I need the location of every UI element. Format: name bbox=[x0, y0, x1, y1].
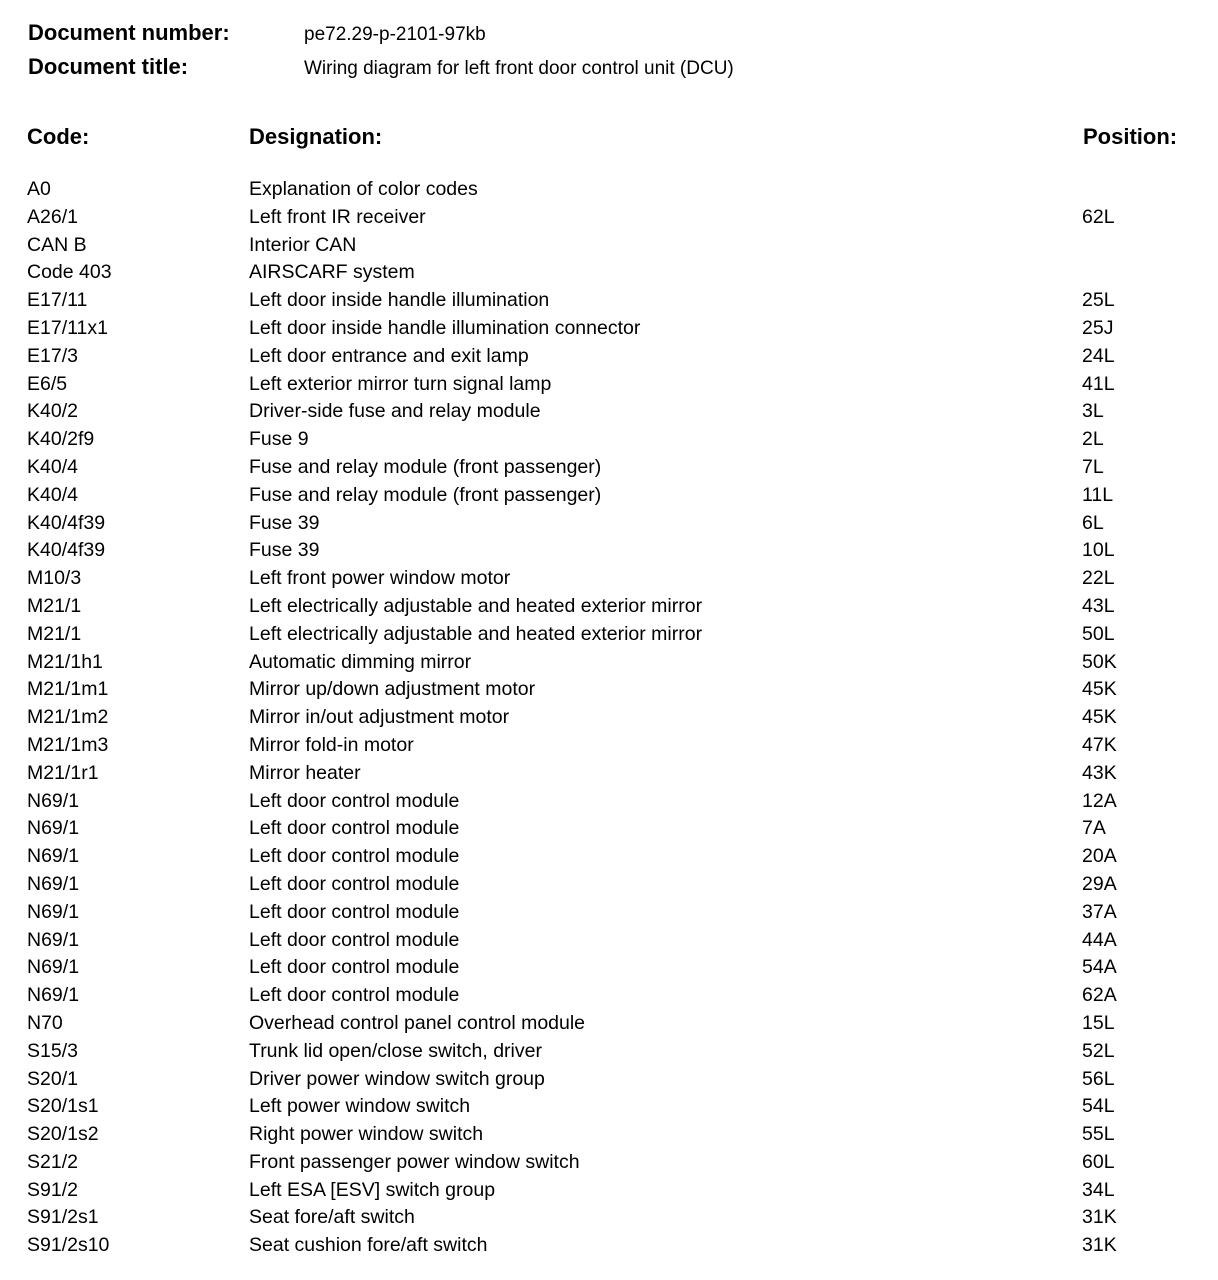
row-position: 34L bbox=[1082, 1178, 1115, 1201]
row-code: S21/2 bbox=[27, 1150, 78, 1173]
row-code: CAN B bbox=[27, 233, 87, 256]
row-code: N69/1 bbox=[27, 789, 80, 812]
row-position: 31K bbox=[1082, 1234, 1117, 1257]
document-number-row bbox=[28, 20, 734, 54]
row-designation: Fuse 39 bbox=[249, 539, 320, 562]
row-code: M21/1m2 bbox=[27, 706, 109, 729]
table-row bbox=[0, 927, 1218, 955]
row-designation: Left door control module bbox=[249, 872, 460, 895]
table-row bbox=[0, 315, 1218, 343]
row-position: 45K bbox=[1082, 706, 1117, 729]
row-code: M21/1m1 bbox=[27, 678, 109, 701]
table-row bbox=[0, 760, 1218, 788]
row-position: 25J bbox=[1082, 316, 1114, 339]
row-code: M21/1r1 bbox=[27, 761, 99, 784]
row-code: A0 bbox=[27, 178, 51, 200]
table-row bbox=[0, 843, 1218, 871]
row-designation: Right power window switch bbox=[249, 1123, 484, 1146]
row-position: 41L bbox=[1082, 372, 1115, 395]
row-position: 52L bbox=[1082, 1039, 1115, 1062]
table-row bbox=[0, 510, 1218, 538]
table-row bbox=[0, 1038, 1218, 1066]
table-row bbox=[0, 788, 1218, 816]
row-code: S91/2s1 bbox=[27, 1206, 99, 1229]
row-position: 43L bbox=[1082, 594, 1115, 617]
table-row bbox=[0, 732, 1218, 760]
row-designation: Left electrically adjustable and heated exterior mirror bbox=[249, 622, 703, 645]
row-designation: Driver power window switch group bbox=[249, 1067, 545, 1090]
component-table bbox=[0, 176, 1218, 1260]
row-code: N69/1 bbox=[27, 984, 80, 1007]
row-position: 7A bbox=[1082, 817, 1106, 840]
row-designation: Left door inside handle illumination connector bbox=[249, 316, 641, 339]
row-position: 11L bbox=[1082, 483, 1114, 506]
row-position: 20A bbox=[1082, 845, 1117, 868]
table-row bbox=[0, 676, 1218, 704]
row-position: 45K bbox=[1082, 678, 1117, 701]
document-title-label: Document title: bbox=[28, 54, 189, 79]
row-code: A26/1 bbox=[27, 205, 78, 228]
row-code: N69/1 bbox=[27, 900, 80, 923]
row-code: S15/3 bbox=[27, 1039, 78, 1062]
table-row bbox=[0, 649, 1218, 677]
row-designation: Left front power window motor bbox=[249, 567, 511, 590]
row-designation: Trunk lid open/close switch, driver bbox=[249, 1039, 542, 1062]
row-position: 44A bbox=[1082, 928, 1117, 951]
row-code: N69/1 bbox=[27, 845, 80, 868]
row-designation: Left door entrance and exit lamp bbox=[249, 344, 529, 367]
table-row bbox=[0, 537, 1218, 565]
row-code: N70 bbox=[27, 1011, 63, 1034]
row-code: N69/1 bbox=[27, 956, 80, 979]
row-designation: AIRSCARF system bbox=[249, 261, 415, 284]
row-position: 3L bbox=[1082, 400, 1104, 423]
table-row bbox=[0, 232, 1218, 260]
row-position: 29A bbox=[1082, 872, 1117, 895]
row-position: 54A bbox=[1082, 956, 1117, 979]
row-designation: Explanation of color codes bbox=[249, 178, 478, 200]
row-designation: Mirror heater bbox=[249, 761, 361, 784]
document-title-value: Wiring diagram for left front door control unit (DCU) bbox=[304, 58, 734, 79]
table-row bbox=[0, 176, 1218, 204]
designation-column-header: Designation: bbox=[249, 124, 383, 149]
table-row bbox=[0, 343, 1218, 371]
table-row bbox=[0, 565, 1218, 593]
row-designation: Left electrically adjustable and heated exterior mirror bbox=[249, 594, 703, 617]
row-designation: Mirror up/down adjustment motor bbox=[249, 678, 536, 701]
row-designation: Fuse and relay module (front passenger) bbox=[249, 455, 602, 478]
document-number-value: pe72.29-p-2101-97kb bbox=[304, 24, 486, 45]
row-position: 50L bbox=[1082, 622, 1115, 645]
row-position: 12A bbox=[1082, 789, 1117, 812]
row-designation: Left door control module bbox=[249, 817, 460, 840]
row-designation: Left door inside handle illumination bbox=[249, 289, 550, 312]
table-row bbox=[0, 899, 1218, 927]
row-position: 2L bbox=[1082, 428, 1104, 451]
row-position: 55L bbox=[1082, 1123, 1115, 1146]
row-code: S20/1s1 bbox=[27, 1095, 99, 1118]
row-designation: Left exterior mirror turn signal lamp bbox=[249, 372, 552, 395]
row-position: 47K bbox=[1082, 733, 1117, 756]
document-title-row bbox=[28, 54, 734, 88]
row-code: S20/1 bbox=[27, 1067, 78, 1090]
table-row bbox=[0, 204, 1218, 232]
row-designation: Left door control module bbox=[249, 928, 460, 951]
table-row bbox=[0, 398, 1218, 426]
table-row bbox=[0, 1010, 1218, 1038]
row-code: M10/3 bbox=[27, 567, 82, 590]
row-position: 60L bbox=[1082, 1150, 1115, 1173]
row-designation: Fuse 9 bbox=[249, 428, 309, 451]
row-position: 37A bbox=[1082, 900, 1117, 923]
row-designation: Left ESA [ESV] switch group bbox=[249, 1178, 496, 1201]
row-position: 54L bbox=[1082, 1095, 1115, 1118]
row-position: 31K bbox=[1082, 1206, 1117, 1229]
row-designation: Left front IR receiver bbox=[249, 205, 426, 228]
row-position: 15L bbox=[1082, 1011, 1115, 1034]
row-code: K40/4 bbox=[27, 483, 78, 506]
row-code: M21/1m3 bbox=[27, 733, 109, 756]
row-position: 6L bbox=[1082, 511, 1104, 534]
document-number-label: Document number: bbox=[28, 20, 230, 45]
row-code: M21/1 bbox=[27, 622, 82, 645]
table-row bbox=[0, 1149, 1218, 1177]
table-row bbox=[0, 426, 1218, 454]
table-row bbox=[0, 871, 1218, 899]
position-column-header: Position: bbox=[1083, 124, 1178, 149]
row-code: K40/4f39 bbox=[27, 539, 106, 562]
document-header bbox=[28, 20, 734, 88]
row-position: 62L bbox=[1082, 205, 1115, 228]
row-position: 62A bbox=[1082, 984, 1117, 1007]
table-row bbox=[0, 593, 1218, 621]
table-row bbox=[0, 1066, 1218, 1094]
table-row bbox=[0, 954, 1218, 982]
row-position: 7L bbox=[1082, 455, 1104, 478]
row-designation: Seat cushion fore/aft switch bbox=[249, 1234, 488, 1257]
row-code: M21/1h1 bbox=[27, 650, 103, 673]
table-row bbox=[0, 1232, 1218, 1260]
table-row bbox=[0, 482, 1218, 510]
row-code: S20/1s2 bbox=[27, 1123, 99, 1146]
table-row bbox=[0, 371, 1218, 399]
row-code: N69/1 bbox=[27, 872, 80, 895]
table-row bbox=[0, 1093, 1218, 1121]
code-column-header: Code: bbox=[27, 124, 90, 149]
row-position: 56L bbox=[1082, 1067, 1115, 1090]
row-designation: Driver-side fuse and relay module bbox=[249, 400, 541, 423]
row-position: 10L bbox=[1082, 539, 1115, 562]
row-designation: Left door control module bbox=[249, 984, 460, 1007]
row-position: 43K bbox=[1082, 761, 1117, 784]
row-position: 22L bbox=[1082, 567, 1115, 590]
table-row bbox=[0, 815, 1218, 843]
row-designation: Front passenger power window switch bbox=[249, 1150, 580, 1173]
row-code: M21/1 bbox=[27, 594, 82, 617]
row-code: K40/4 bbox=[27, 455, 78, 478]
row-designation: Mirror fold-in motor bbox=[249, 733, 414, 756]
row-code: S91/2 bbox=[27, 1178, 78, 1201]
row-code: N69/1 bbox=[27, 817, 80, 840]
row-position: 50K bbox=[1082, 650, 1117, 673]
row-designation: Left power window switch bbox=[249, 1095, 471, 1118]
table-row bbox=[0, 454, 1218, 482]
row-designation: Fuse 39 bbox=[249, 511, 320, 534]
row-designation: Left door control module bbox=[249, 789, 460, 812]
row-code: N69/1 bbox=[27, 928, 80, 951]
table-row bbox=[0, 287, 1218, 315]
row-designation: Interior CAN bbox=[249, 233, 357, 256]
row-code: E17/3 bbox=[27, 344, 78, 367]
row-code: S91/2s10 bbox=[27, 1234, 110, 1257]
row-designation: Left door control module bbox=[249, 845, 460, 868]
row-code: K40/4f39 bbox=[27, 511, 106, 534]
row-code: Code 403 bbox=[27, 261, 112, 284]
table-row bbox=[0, 982, 1218, 1010]
row-code: E17/11x1 bbox=[27, 316, 108, 339]
row-code: K40/2 bbox=[27, 400, 78, 423]
table-row bbox=[0, 1204, 1218, 1232]
row-position: 24L bbox=[1082, 344, 1115, 367]
table-row bbox=[0, 704, 1218, 732]
table-row bbox=[0, 259, 1218, 287]
row-position: 25L bbox=[1082, 289, 1115, 312]
row-designation: Overhead control panel control module bbox=[249, 1011, 586, 1034]
row-designation: Fuse and relay module (front passenger) bbox=[249, 483, 602, 506]
row-code: E6/5 bbox=[27, 372, 68, 395]
row-designation: Mirror in/out adjustment motor bbox=[249, 706, 510, 729]
row-designation: Left door control module bbox=[249, 900, 460, 923]
row-designation: Seat fore/aft switch bbox=[249, 1206, 415, 1229]
row-designation: Automatic dimming mirror bbox=[249, 650, 472, 673]
table-row bbox=[0, 1121, 1218, 1149]
row-designation: Left door control module bbox=[249, 956, 460, 979]
table-row bbox=[0, 1177, 1218, 1205]
row-code: K40/2f9 bbox=[27, 428, 95, 451]
row-code: E17/11 bbox=[27, 289, 88, 312]
table-row bbox=[0, 621, 1218, 649]
